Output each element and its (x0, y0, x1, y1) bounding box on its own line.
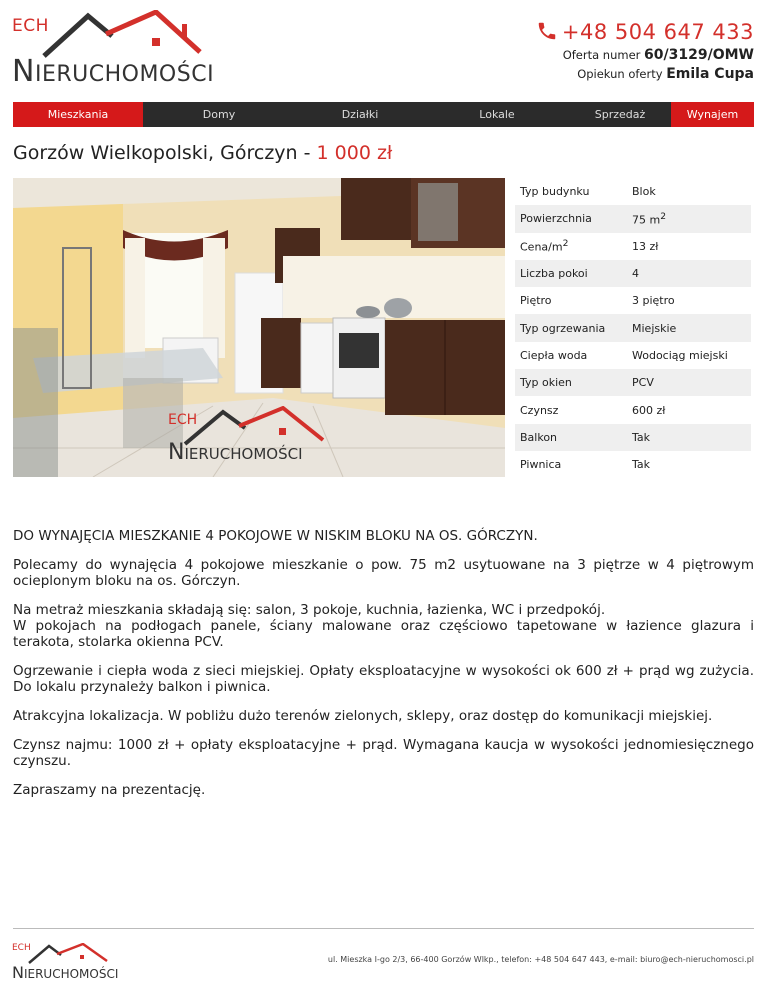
param-row: Typ budynku Blok (520, 185, 656, 199)
description-paragraph: Ogrzewanie i ciepła woda z sieci miejskiej. Opłaty eksploatacyjne w wysokości ok 600 zł + prąd wg zużycia. Do lokalu przynależy balkon i piwnica. (13, 663, 754, 695)
price: 1 000 zł (316, 142, 393, 164)
nav-item-lokale[interactable]: Lokale (479, 108, 515, 121)
agent-name: Emila Cupa (666, 66, 754, 82)
property-params (515, 178, 751, 478)
roof-logo-icon (42, 10, 212, 58)
offer-number-line: Oferta numer 60/3129/OMW (562, 47, 754, 63)
param-row: Liczba pokoi 4 (515, 260, 751, 287)
param-row: Piętro 3 piętro (520, 294, 675, 308)
description-paragraph: Atrakcyjna lokalizacja. W pobliżu dużo terenów zielonych, sklepy, oraz dostęp do komunikacji miejskiej. (13, 708, 713, 724)
property-description (13, 528, 754, 811)
footer-roof-icon (27, 943, 117, 965)
description-paragraph: Czynsz najmu: 1000 zł + opłaty eksploatacyjne + prąd. Wymagana kaucja w wysokości jednomiesięcznego czynszu. (13, 737, 754, 769)
param-row: Czynsz 600 zł (520, 403, 666, 417)
description-paragraph: DO WYNAJĘCIA MIESZKANIE 4 POKOJOWE W NISKIM BLOKU NA OS. GÓRCZYN. (13, 528, 538, 544)
nav-item-sprzedaz[interactable]: Sprzedaż (594, 108, 646, 121)
param-row: Balkon Tak (515, 424, 751, 451)
description-paragraph: Polecamy do wynajęcia 4 pokojowe mieszkanie o pow. 75 m2 usytuowane na 3 piętrze w 4 piętrowym ocieplonym bloku na os. Górczyn. (13, 557, 754, 589)
nav-item-wynajem[interactable]: Wynajem (671, 102, 754, 127)
logo-ech: ECH (12, 16, 49, 36)
footer-divider (13, 928, 754, 929)
param-row: Piwnica Tak (520, 458, 651, 472)
param-row: Typ okien PCV (515, 369, 751, 396)
phone-number[interactable]: +48 504 647 433 (536, 20, 754, 44)
phone-icon (536, 20, 558, 42)
param-row: Ciepła woda Wodociąg miejski (520, 348, 728, 362)
param-row: Powierzchnia 75 $m^2$ (515, 205, 751, 232)
agent-line: Opiekun oferty Emila Cupa (577, 66, 754, 82)
company-logo[interactable] (12, 10, 215, 89)
property-photo[interactable] (13, 178, 505, 477)
main-nav (13, 102, 754, 127)
param-row: Cena/$m^2$ 13 zł (520, 238, 659, 255)
param-row: Typ ogrzewania Miejskie (515, 314, 751, 341)
logo-name: NIERUCHOMOŚCI (12, 54, 215, 89)
contact-block (536, 20, 754, 82)
footer-address: ul. Mieszka I-go 2/3, 66-400 Gorzów Wlkp., telefon: +48 504 647 443, e-mail: biuro@ech-nieruchomosci.pl (327, 955, 754, 964)
footer-logo[interactable]: ECH NIERUCHOMOŚCI (12, 943, 119, 982)
offer-number: 60/3129/OMW (644, 47, 754, 63)
photo-watermark: ECH NIERUCHOMOŚCI (168, 406, 353, 466)
description-paragraph: Zapraszamy na prezentację. (13, 782, 206, 798)
description-paragraph: Na metraż mieszkania składają się: salon, 3 pokoje, kuchnia, łazienka, WC i przedpokój. W pokojach na podłogach panele, ściany malowane oraz częściowo tapetowane w łazience glazura i terakota, stolarka okienna PCV. (13, 602, 754, 650)
nav-item-dzialki[interactable]: Działki (341, 108, 379, 121)
nav-item-domy[interactable]: Domy (202, 108, 236, 121)
page-title: Gorzów Wielkopolski, Górczyn - 1 000 zł (13, 142, 393, 164)
nav-item-mieszkania[interactable]: Mieszkania (13, 102, 143, 127)
